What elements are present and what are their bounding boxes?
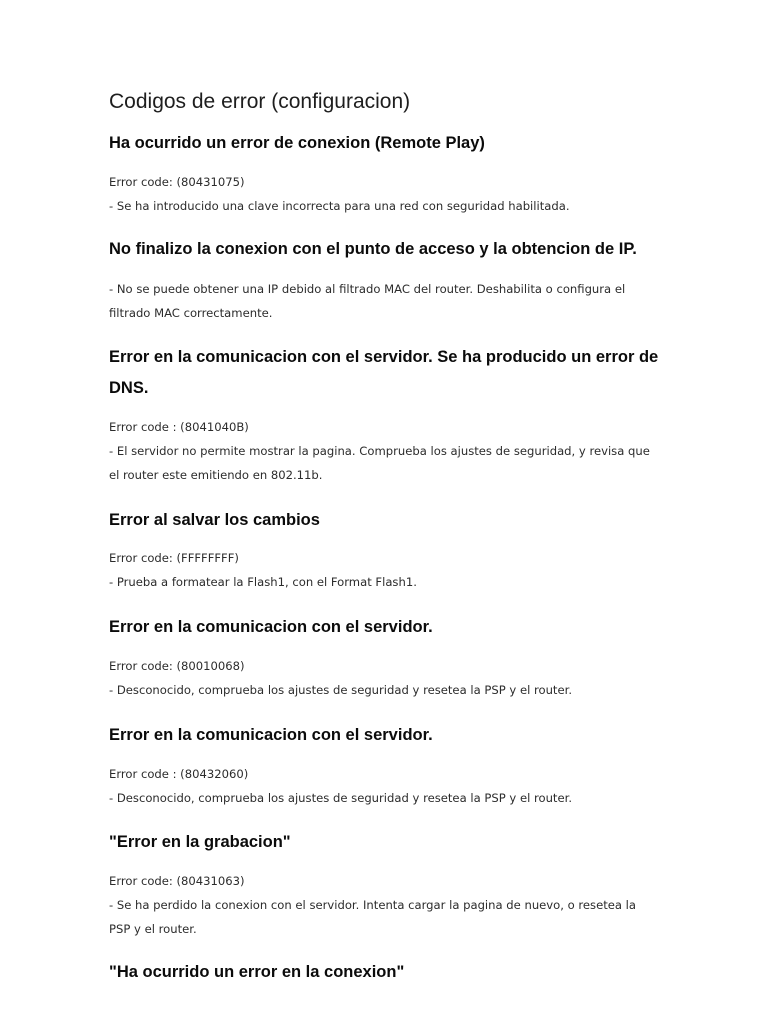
section-body <box>109 654 669 702</box>
error-description: el router este emitiendo en 802.11b. <box>109 468 323 482</box>
error-code: Error code: (80431075) <box>109 175 245 189</box>
error-code: Error code : (80432060) <box>109 767 249 781</box>
error-description: PSP y el router. <box>109 922 197 936</box>
section-body <box>109 170 669 218</box>
section-heading-line: Error en la comunicacion con el servidor. Se ha producido un error de <box>109 348 659 366</box>
error-code: Error code: (80431063) <box>109 874 245 888</box>
error-description: - Desconocido, comprueba los ajustes de seguridad y resetea la PSP y el router. <box>109 683 573 697</box>
error-description: - Se ha perdido la conexion con el servidor. Intenta cargar la pagina de nuevo, o resetea la <box>109 898 637 912</box>
section-heading: No finalizo la conexion con el punto de acceso y la obtencion de IP. <box>109 240 637 258</box>
error-code: Error code: (FFFFFFFF) <box>109 551 239 565</box>
section-body <box>109 415 669 487</box>
page-title: Codigos de error (configuracion) <box>109 90 411 113</box>
error-code: Error code : (8041040B) <box>109 420 249 434</box>
error-description: filtrado MAC correctamente. <box>109 306 273 320</box>
section-heading: "Error en la grabacion" <box>109 833 291 851</box>
section-heading: Ha ocurrido un error de conexion (Remote Play) <box>109 134 485 152</box>
section-heading <box>109 342 669 404</box>
error-code: Error code: (80010068) <box>109 659 245 673</box>
error-description: - El servidor no permite mostrar la pagina. Comprueba los ajustes de seguridad, y revisa que <box>109 444 650 458</box>
error-description: - Prueba a formatear la Flash1, con el Format Flash1. <box>109 575 417 589</box>
section-body <box>109 869 669 941</box>
section-body <box>109 277 669 325</box>
section-heading: Error en la comunicacion con el servidor. <box>109 618 433 636</box>
section-heading: Error en la comunicacion con el servidor. <box>109 726 433 744</box>
section-body <box>109 546 669 594</box>
section-heading: Error al salvar los cambios <box>109 511 320 529</box>
section-heading: "Ha ocurrido un error en la conexion" <box>109 963 405 981</box>
section-body <box>109 762 669 810</box>
error-description: - Se ha introducido una clave incorrecta para una red con seguridad habilitada. <box>109 199 570 213</box>
error-description: - No se puede obtener una IP debido al filtrado MAC del router. Deshabilita o configura el <box>109 282 626 296</box>
section-heading-line: DNS. <box>109 379 149 397</box>
error-description: - Desconocido, comprueba los ajustes de seguridad y resetea la PSP y el router. <box>109 791 573 805</box>
